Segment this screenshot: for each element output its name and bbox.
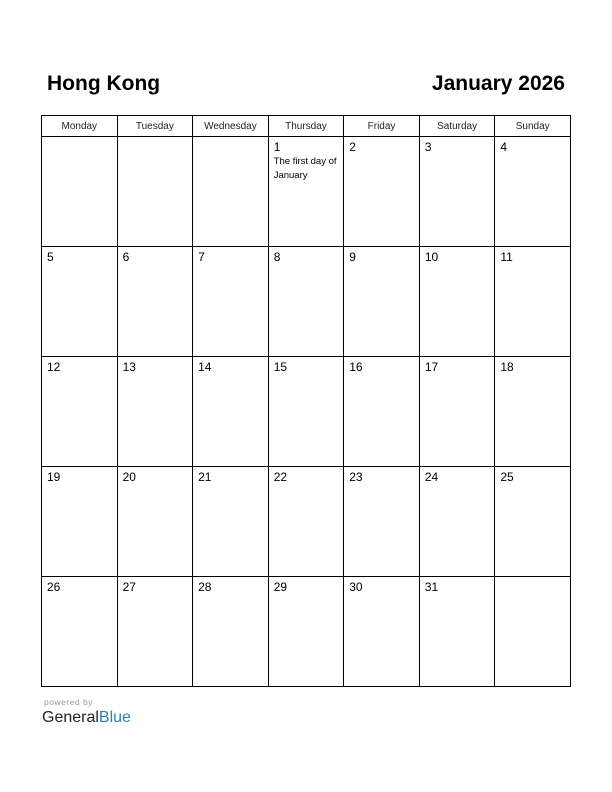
weekday-header: Friday <box>344 116 420 137</box>
brand-blue-text: Blue <box>98 709 131 726</box>
day-number: 11 <box>500 250 513 264</box>
day-cell <box>42 357 118 467</box>
day-number: 1 <box>273 140 281 154</box>
week-row <box>42 137 571 247</box>
day-cell <box>42 467 118 577</box>
day-cell <box>419 137 495 247</box>
week-row <box>42 247 571 357</box>
day-cell <box>268 247 344 357</box>
weekday-header: Monday <box>42 116 118 137</box>
day-number: 29 <box>273 580 288 594</box>
day-number: 31 <box>424 580 439 594</box>
day-cell <box>495 357 571 467</box>
week-row <box>42 357 571 467</box>
day-cell <box>268 137 344 247</box>
day-cell <box>42 577 118 687</box>
day-cell <box>344 577 420 687</box>
day-number: 19 <box>47 470 61 484</box>
day-cell <box>117 357 193 467</box>
day-number: 27 <box>122 580 136 594</box>
day-number: 24 <box>424 470 439 484</box>
day-cell <box>344 467 420 577</box>
calendar-grid <box>41 115 571 687</box>
day-cell <box>268 467 344 577</box>
day-number: 28 <box>198 580 212 594</box>
day-cell <box>117 467 193 577</box>
day-number: 9 <box>349 250 356 264</box>
day-number: 8 <box>273 250 281 264</box>
day-cell <box>495 247 571 357</box>
day-number: 17 <box>424 360 439 374</box>
day-number: 23 <box>349 470 363 484</box>
week-row <box>42 467 571 577</box>
day-number: 12 <box>47 360 61 374</box>
day-number: 6 <box>122 250 130 264</box>
day-number: 26 <box>47 580 61 594</box>
weekday-header: Wednesday <box>193 116 269 137</box>
day-number: 15 <box>273 360 288 374</box>
day-cell <box>495 577 571 687</box>
day-number: 7 <box>198 250 205 264</box>
weekday-header: Saturday <box>419 116 495 137</box>
day-cell <box>495 137 571 247</box>
day-number: 18 <box>500 360 514 374</box>
day-cell <box>117 577 193 687</box>
day-number: 20 <box>122 470 136 484</box>
week-row <box>42 577 571 687</box>
brand-general-text: General <box>42 709 99 726</box>
day-cell <box>193 357 269 467</box>
day-number: 13 <box>122 360 136 374</box>
day-cell <box>268 357 344 467</box>
day-number: 2 <box>349 140 356 154</box>
day-cell <box>117 247 193 357</box>
month-year-title: January 2026 <box>431 72 565 95</box>
generalblue-logo[interactable] <box>42 708 131 728</box>
day-number: 5 <box>47 250 54 264</box>
day-cell <box>419 247 495 357</box>
day-cell <box>419 577 495 687</box>
day-number: 25 <box>500 470 514 484</box>
day-number: 14 <box>198 360 212 374</box>
day-cell <box>42 247 118 357</box>
day-number: 30 <box>349 580 363 594</box>
day-cell <box>344 137 420 247</box>
weekday-header: Sunday <box>495 116 571 137</box>
day-number: 4 <box>500 140 508 154</box>
powered-by-label: powered by <box>44 697 93 707</box>
day-cell <box>193 247 269 357</box>
weekday-header-row <box>42 116 571 137</box>
day-cell <box>193 467 269 577</box>
day-number: 22 <box>273 470 288 484</box>
day-cell <box>495 467 571 577</box>
day-number: 21 <box>198 470 212 484</box>
day-cell <box>117 137 193 247</box>
region-title: Hong Kong <box>47 72 161 95</box>
weekday-header: Thursday <box>268 116 344 137</box>
day-cell <box>344 247 420 357</box>
day-cell <box>344 357 420 467</box>
day-number: 10 <box>424 250 439 264</box>
day-cell <box>193 137 269 247</box>
day-cell <box>419 467 495 577</box>
day-cell <box>419 357 495 467</box>
day-number: 3 <box>424 140 432 154</box>
day-number: 16 <box>349 360 363 374</box>
day-cell <box>268 577 344 687</box>
day-cell <box>193 577 269 687</box>
holiday-label: The first day of January <box>273 156 337 181</box>
day-cell <box>42 137 118 247</box>
weekday-header: Tuesday <box>117 116 193 137</box>
